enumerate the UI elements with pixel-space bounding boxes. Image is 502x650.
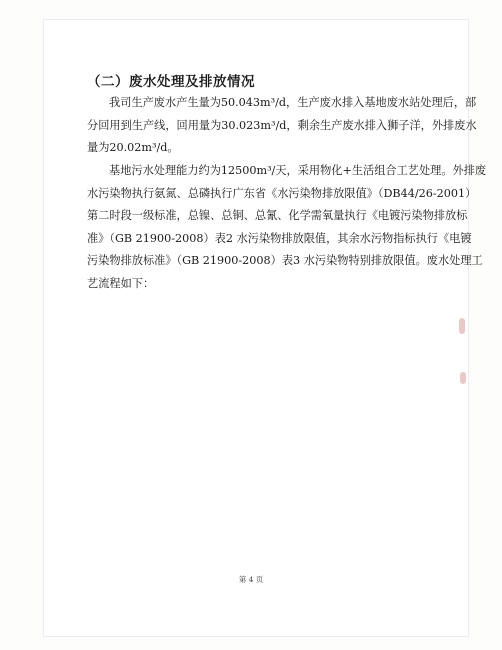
paragraph-line: 污染物排放标准》（GB 21900-2008）表3 水污染物特别排放限值。废水处理工 [87,254,483,268]
paragraph-wastewater-volume [87,92,477,160]
paragraph-line: 我司生产废水产生量为50.043m³/d，生产废水排入基地废水站处理后，部 [109,96,477,109]
paragraph-line: 艺流程如下： [87,276,155,290]
paragraph-line: 基地污水处理能力约为12500m³/天，采用物化+生活组合工艺处理。外排废 [109,164,487,177]
seal-edge-mark [459,318,465,334]
seal-edge-mark [460,372,466,384]
paragraph-line: 分回用到生产线，回用量为30.023m³/d，剩余生产废水排入狮子洋，外排废水 [87,118,477,132]
paragraph-line: 量为20.02m³/d。 [87,141,179,155]
paragraph-line: 准》（GB 21900-2008）表2 水污染物排放限值，其余水污物指标执行《电镀 [87,231,472,245]
paragraph-line: 第二时段一级标准，总镍、总铜、总氰、化学需氧量执行《电镀污染物排放标 [87,209,468,223]
paragraph-treatment-standards [87,160,487,296]
paragraph-line: 水污染物执行氨氮、总磷执行广东省《水污染物排放限值》（DB44/26-2001） [87,186,477,200]
page-number: 第 4 页 [238,575,264,584]
section-title: （二）废水处理及排放情况 [87,74,255,90]
